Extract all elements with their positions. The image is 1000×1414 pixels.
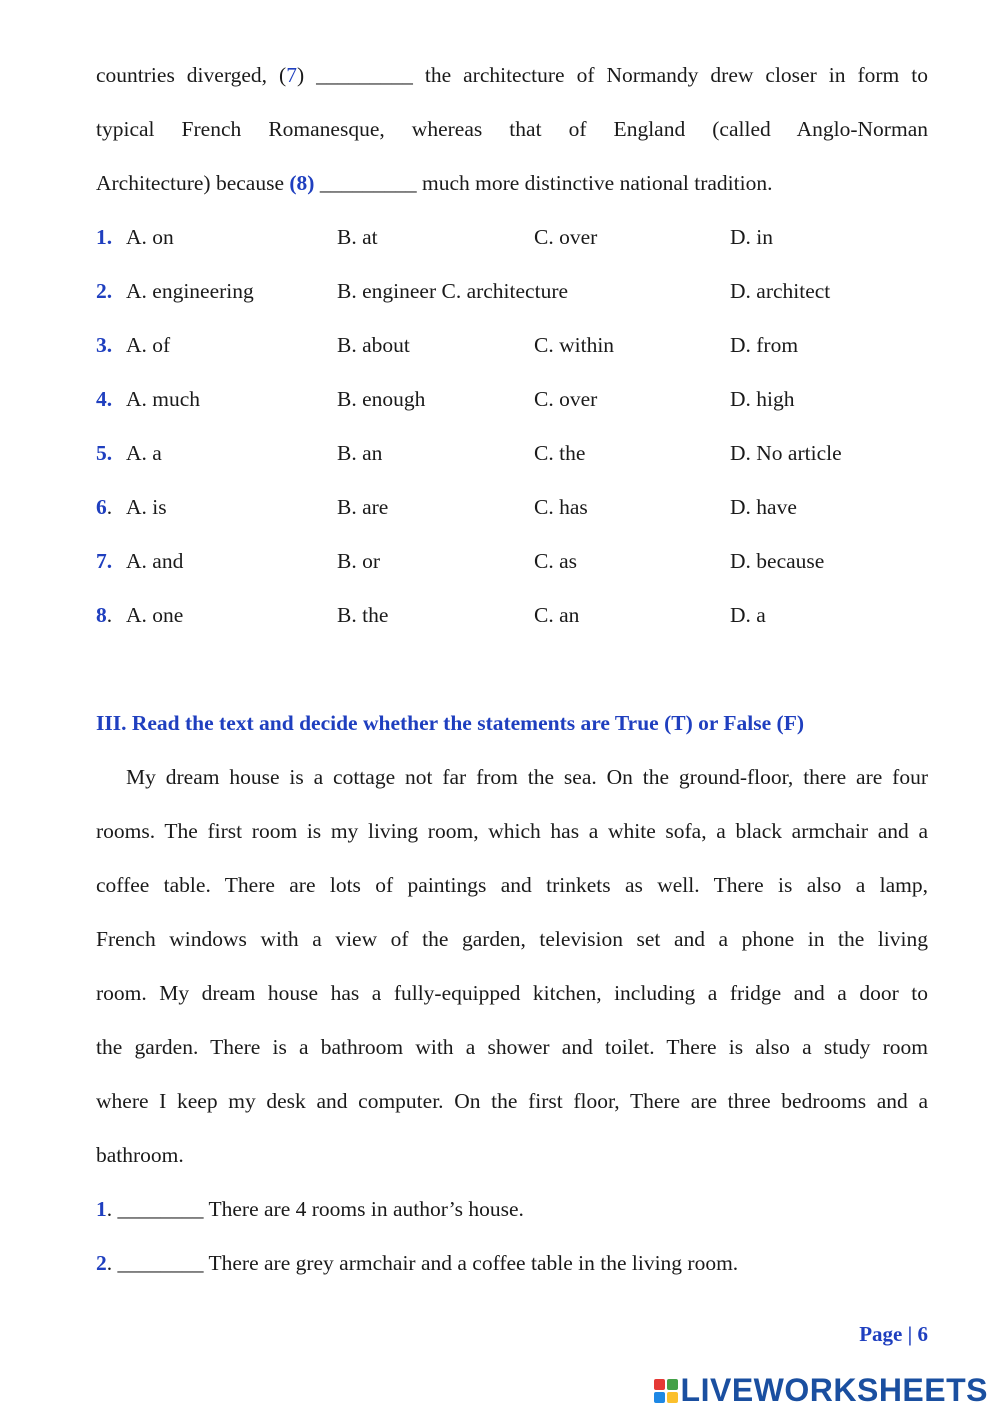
paragraph-line: coffee table. There are lots of paintings and trinkets as well. There is also a lamp, [96, 873, 928, 897]
logo-square-red [654, 1379, 665, 1390]
option-b: B. engineer C. architecture [337, 279, 569, 303]
liveworksheets-logo [654, 1372, 988, 1409]
option-c: C. as [534, 549, 577, 573]
option-c: C. over [534, 387, 598, 411]
question-row-6: 6. [96, 495, 113, 519]
question-row-5: 5. [96, 441, 113, 465]
passage-line-2: typical French Romanesque, whereas that of England (called Anglo-Norman [96, 117, 928, 141]
logo-text: LIVEWORKSHEETS [680, 1372, 988, 1408]
option-a: A. engineering [126, 279, 254, 303]
passage-line-3: Architecture) because (8) _________ much more distinctive national tradition. [96, 171, 773, 195]
option-d: D. high [730, 387, 795, 411]
statement-1: 1. ________ There are 4 rooms in author’s house. [96, 1197, 524, 1221]
option-a: A. much [126, 387, 201, 411]
question-row-2: 2. [96, 279, 113, 303]
paragraph-line: the garden. There is a bathroom with a shower and toilet. There is also a study room [96, 1035, 928, 1059]
logo-icon [654, 1379, 678, 1403]
option-c: C. has [534, 495, 588, 519]
question-row-7: 7. [96, 549, 113, 573]
passage-line-1: countries diverged, (7) _________ the architecture of Normandy drew closer in form to [96, 63, 928, 87]
section-heading: III. Read the text and decide whether the statements are True (T) or False (F) [96, 711, 804, 735]
paragraph-line: French windows with a view of the garden, television set and a phone in the living [96, 927, 928, 951]
option-d: D. from [730, 333, 799, 357]
question-row-4: 4. [96, 387, 113, 411]
option-b: B. about [337, 333, 410, 357]
logo-square-yellow [667, 1392, 678, 1403]
option-b: B. are [337, 495, 389, 519]
paragraph-line: bathroom. [96, 1143, 184, 1167]
option-b: B. enough [337, 387, 426, 411]
question-row-3: 3. [96, 333, 113, 357]
paragraph-line: where I keep my desk and computer. On the first floor, There are three bedrooms and a [96, 1089, 928, 1113]
option-a: A. of [126, 333, 171, 357]
option-a: A. a [126, 441, 162, 465]
logo-square-blue [654, 1392, 665, 1403]
option-b: B. at [337, 225, 378, 249]
paragraph-line: room. My dream house has a fully-equipped kitchen, including a fridge and a door to [96, 981, 928, 1005]
option-c: C. over [534, 225, 598, 249]
option-a: A. on [126, 225, 174, 249]
option-a: A. and [126, 549, 184, 573]
option-c: C. an [534, 603, 580, 627]
paragraph-line: My dream house is a cottage not far from the sea. On the ground-floor, there are four [126, 765, 928, 789]
option-d: D. in [730, 225, 773, 249]
logo-square-green [667, 1379, 678, 1390]
question-row-1: 1. [96, 225, 113, 249]
paragraph-line: rooms. The first room is my living room, which has a white sofa, a black armchair and a [96, 819, 928, 843]
option-b: B. the [337, 603, 389, 627]
statement-2: 2. ________ There are grey armchair and a coffee table in the living room. [96, 1251, 739, 1275]
page-number: Page | 6 [859, 1322, 928, 1346]
option-c: C. within [534, 333, 615, 357]
option-c: C. the [534, 441, 586, 465]
option-b: B. or [337, 549, 380, 573]
option-d: D. No article [730, 441, 842, 465]
option-d: D. because [730, 549, 825, 573]
question-row-8: 8. [96, 603, 113, 627]
option-a: A. is [126, 495, 167, 519]
option-a: A. one [126, 603, 184, 627]
option-d: D. architect [730, 279, 831, 303]
option-d: D. a [730, 603, 766, 627]
option-d: D. have [730, 495, 797, 519]
option-b: B. an [337, 441, 383, 465]
